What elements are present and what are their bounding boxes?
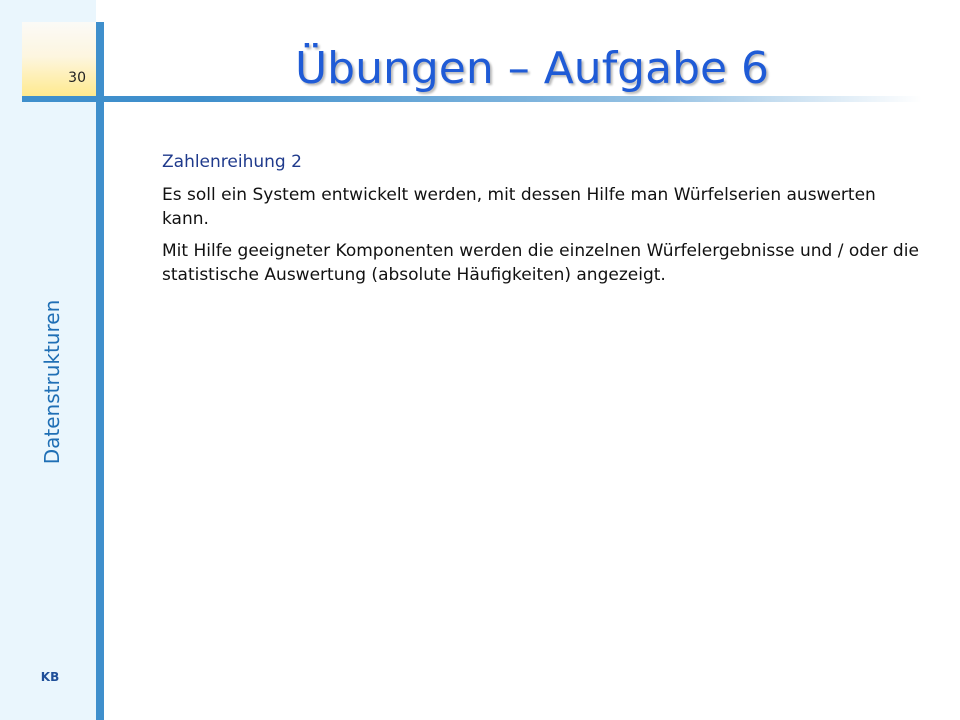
slide-content xyxy=(162,150,922,295)
footer-label: KB xyxy=(40,670,60,684)
page-number: 30 xyxy=(68,70,86,86)
page-number-box xyxy=(22,22,96,98)
sidebar-label: Datenstrukturen xyxy=(40,299,64,465)
paragraph: Mit Hilfe geeigneter Komponenten werden die einzelnen Würfelergebnisse und / oder die statistische Auswertung (absolute Häufigkeiten) angezeigt. xyxy=(162,241,919,285)
subtitle: Zahlenreihung 2 xyxy=(162,152,302,172)
horizontal-divider xyxy=(22,96,922,102)
paragraph: Es soll ein System entwickelt werden, mit dessen Hilfe man Würfelserien auswerten kann. xyxy=(162,185,876,229)
vertical-divider xyxy=(96,22,104,720)
slide-title: Übungen – Aufgabe 6 xyxy=(294,43,770,94)
